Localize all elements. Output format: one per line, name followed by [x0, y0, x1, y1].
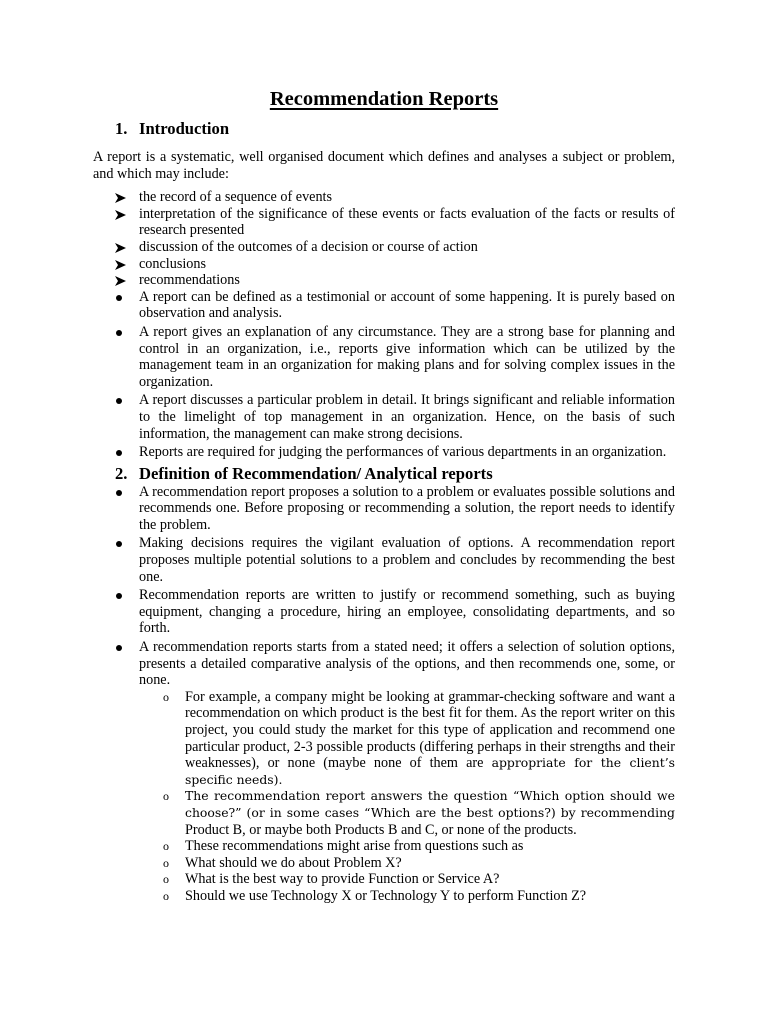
- section-number: 1.: [115, 119, 128, 138]
- circle-bullet-icon: o: [163, 689, 169, 704]
- section-heading-introduction: [93, 118, 675, 139]
- list-item: A report gives an explanation of any circumstance. They are a strong base for planning and control in an organization, i.e., reports give information which can be utilized by the management team in an organization for making plans and for solving complex issues in the organization.: [93, 324, 675, 390]
- bullet-dot-icon: [116, 398, 122, 404]
- bullet-list-introduction: [93, 289, 675, 461]
- sub-list-item: o The recommendation report answers the question “Which option should we choose?” (or in some cases “Which are the best options?) by recommending Product B, or maybe both Products B and C, or none of the products.: [163, 788, 675, 838]
- document-title: Recommendation Reports: [269, 88, 499, 110]
- arrow-list: [93, 189, 675, 289]
- list-item: conclusions: [93, 256, 675, 273]
- bullet-dot-icon: [116, 490, 122, 496]
- circle-bullet-icon: o: [163, 789, 169, 804]
- sub-list: [93, 689, 675, 905]
- list-item: A report can be defined as a testimonial or account of some happening. It is purely based on observation and analysis.: [93, 289, 675, 322]
- sub-list-item: o These recommendations might arise from questions such as: [163, 838, 524, 855]
- sub-list-item: o What is the best way to provide Function or Service A?: [163, 871, 500, 888]
- list-item: Making decisions requires the vigilant evaluation of options. A recommendation report proposes multiple potential solutions to a problem and concludes by recommending the best one.: [93, 535, 675, 585]
- sub-list-item: o Should we use Technology X or Technology Y to perform Function Z?: [163, 887, 587, 904]
- sub-list-item: o What should we do about Problem X?: [163, 854, 402, 871]
- list-item: discussion of the outcomes of a decision or course of action: [93, 239, 675, 256]
- bullet-dot-icon: [116, 645, 122, 651]
- section-title: Definition of Recommendation/ Analytical reports: [139, 463, 493, 483]
- list-item: interpretation of the significance of these events or facts evaluation of the facts or results of research presented: [93, 206, 675, 239]
- circle-bullet-icon: o: [163, 888, 169, 903]
- section-heading-definition: [93, 463, 675, 484]
- section-title: Introduction: [139, 119, 230, 138]
- intro-paragraph: A report is a systematic, well organised document which defines and analyses a subject or problem, and which may include:: [93, 149, 675, 182]
- list-item: A recommendation reports starts from a stated need; it offers a selection of solution options, presents a detailed comparative analysis of the options, and then recommends one, some, or none. o For example, a company might be looking at grammar-checking software and want a recommendation on which product is the best fit for them. As the report writer on this project, you could study the market for this type of application and recommend one particular product, 2-3 possible products (differing perhaps in their strengths and their weaknesses), or none (maybe none of them are appropriate for the client’s specific needs). o The recommendation report answers the question “Which option should we choose?” (or in some cases “Which are the best options?) by recommending Product B, or maybe both Products B and C, or none of the products. o These recommendations might arise from questions such as o What should we do about Problem X? o What is the best way to provide Function or Service A? o Should we use Technology X or Technology Y to perform Function Z?: [93, 639, 675, 905]
- bullet-dot-icon: [116, 330, 122, 336]
- document-page: [93, 86, 675, 907]
- list-item: the record of a sequence of events: [93, 189, 675, 206]
- list-item: A report discusses a particular problem in detail. It brings significant and reliable information to the limelight of top management in an organization. Hence, on the basis of such information, the management can make strong decisions.: [93, 392, 675, 442]
- bullet-dot-icon: [116, 450, 122, 456]
- sub-list-item: o For example, a company might be looking at grammar-checking software and want a recommendation on which product is the best fit for them. As the report writer on this project, you could study the market for this type of application and recommend one particular product, 2-3 possible products (differing perhaps in their strengths and their weaknesses), or none (maybe none of them are appropriate for the client’s specific needs).: [163, 688, 676, 787]
- list-item: recommendations: [93, 272, 675, 289]
- list-item: Recommendation reports are written to justify or recommend something, such as buying equipment, changing a procedure, hiring an employee, consolidating departments, and so forth.: [93, 587, 675, 637]
- circle-bullet-icon: o: [163, 872, 169, 887]
- bullet-list-definition: [93, 484, 675, 905]
- bullet-dot-icon: [116, 295, 122, 301]
- circle-bullet-icon: o: [163, 855, 169, 870]
- bullet-dot-icon: [116, 541, 122, 547]
- bullet-dot-icon: [116, 593, 122, 599]
- list-item: A recommendation report proposes a solution to a problem or evaluates possible solutions and recommends one. Before proposing or recommending a solution, the report needs to identify the problem.: [93, 484, 675, 534]
- section-number: 2.: [115, 463, 128, 483]
- circle-bullet-icon: o: [163, 839, 169, 854]
- list-item: Reports are required for judging the performances of various departments in an organization.: [93, 444, 675, 461]
